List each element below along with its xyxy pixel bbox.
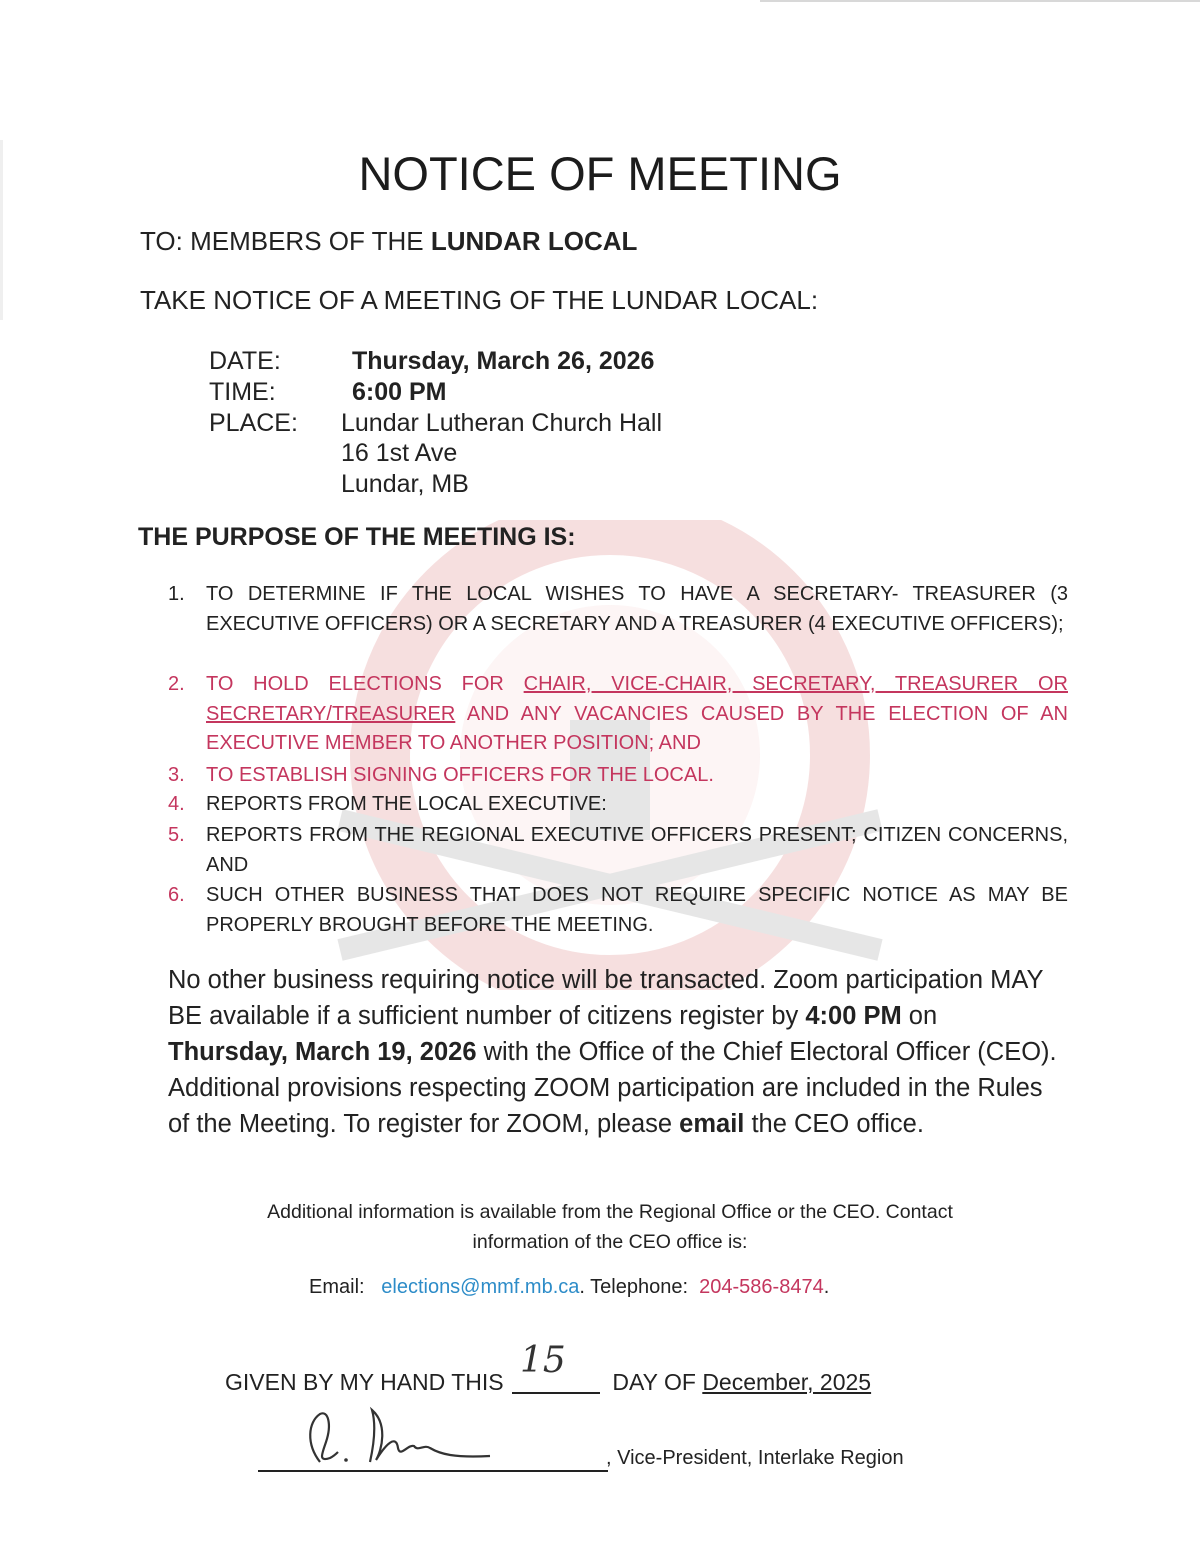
date-value: Thursday, March 26, 2026 bbox=[352, 347, 655, 375]
contact-line: Email: elections@mmf.mb.ca. Telephone: 204-586-8474. bbox=[309, 1276, 830, 1298]
item-text: SUCH OTHER BUSINESS THAT DOES NOT REQUIRE SPECIFIC NOTICE AS MAY BE PROPERLY BROUGHT BEFORE THE MEETING. bbox=[206, 884, 1068, 936]
email-link[interactable]: elections@mmf.mb.ca bbox=[381, 1276, 580, 1298]
purpose-heading: THE PURPOSE OF THE MEETING IS: bbox=[138, 523, 576, 551]
handwritten-signature bbox=[258, 1404, 618, 1472]
handwritten-day: 15 bbox=[520, 1340, 566, 1381]
time-label: TIME: bbox=[209, 378, 276, 406]
item-text: TO ESTABLISH SIGNING OFFICERS FOR THE LOCAL. bbox=[206, 764, 714, 786]
to-local: LUNDAR LOCAL bbox=[430, 226, 638, 256]
item-number: 6. bbox=[168, 884, 185, 906]
signature-line bbox=[258, 1470, 608, 1472]
given-prefix: GIVEN BY MY HAND THIS bbox=[225, 1369, 504, 1395]
positions-underlined: CHAIR, VICE-CHAIR, SECRETARY, TREASURER OR SECRETARY/TREASURER bbox=[206, 673, 1068, 725]
deadline-time: 4:00 PM bbox=[805, 1002, 902, 1030]
signature-area bbox=[258, 1404, 618, 1472]
page-title: NOTICE OF MEETING bbox=[358, 147, 842, 200]
day-of-label: DAY OF bbox=[612, 1369, 696, 1395]
place-line-3: Lundar, MB bbox=[341, 470, 469, 498]
month-year: December, 2025 bbox=[702, 1369, 872, 1395]
place-line-1: Lundar Lutheran Church Hall bbox=[341, 409, 663, 437]
place-label: PLACE: bbox=[209, 409, 298, 437]
item-number: 4. bbox=[168, 793, 185, 815]
item-text: REPORTS FROM THE REGIONAL EXECUTIVE OFFICERS PRESENT; CITIZEN CONCERNS, AND bbox=[206, 824, 1068, 876]
to-line bbox=[140, 226, 637, 257]
given-line bbox=[225, 1340, 872, 1396]
date-label: DATE: bbox=[209, 347, 281, 375]
to-prefix: TO: MEMBERS OF THE bbox=[140, 226, 431, 256]
place-line-2: 16 1st Ave bbox=[341, 439, 458, 467]
time-value: 6:00 PM bbox=[352, 378, 447, 406]
item-number: 5. bbox=[168, 824, 185, 846]
item-text: TO DETERMINE IF THE LOCAL WISHES TO HAVE A SECRETARY- TREASURER (3 EXECUTIVE OFFICERS) OR A SECRETARY AND A TREASURER (4 EXECUTIVE OFFICERS); bbox=[206, 583, 1068, 635]
additional-line-1: Additional information is available from the Regional Office or the CEO. Contact bbox=[267, 1201, 953, 1223]
email-word: email bbox=[679, 1110, 745, 1138]
item-number: 2. bbox=[168, 673, 185, 695]
day-blank bbox=[512, 1340, 600, 1394]
deadline-date: Thursday, March 19, 2026 bbox=[168, 1038, 477, 1066]
telephone-link[interactable]: 204-586-8474 bbox=[699, 1276, 824, 1298]
scan-edge-top bbox=[760, 0, 1200, 2]
item-number: 3. bbox=[168, 764, 185, 786]
additional-info bbox=[0, 1197, 1200, 1257]
email-label: Email: bbox=[309, 1276, 365, 1298]
item-number: 1. bbox=[168, 583, 185, 605]
item-text: TO HOLD ELECTIONS FOR CHAIR, VICE-CHAIR, SECRETARY, TREASURER OR SECRETARY/TREASURER AND ANY VACANCIES CAUSED BY THE ELECTION OF AN EXECUTIVE MEMBER TO ANOTHER POSITION; AND bbox=[206, 673, 1068, 754]
additional-line-2: information of the CEO office is: bbox=[472, 1231, 748, 1253]
telephone-label: . Telephone: bbox=[579, 1276, 689, 1298]
zoom-paragraph: No other business requiring notice will be transacted. Zoom participation MAY BE available if a sufficient number of citizens register by 4:00 PM on Thursday, March 19, 2026 with the Office of the Chief Electoral Officer (CEO). Additional provisions respecting ZOOM participation are included in the Rules of the Meeting. To register for ZOOM, please email the CEO office. bbox=[168, 966, 1057, 1138]
take-notice-line: TAKE NOTICE OF A MEETING OF THE LUNDAR LOCAL: bbox=[140, 285, 819, 315]
signer-title: , Vice-President, Interlake Region bbox=[606, 1447, 904, 1469]
item-text: REPORTS FROM THE LOCAL EXECUTIVE: bbox=[206, 793, 607, 815]
